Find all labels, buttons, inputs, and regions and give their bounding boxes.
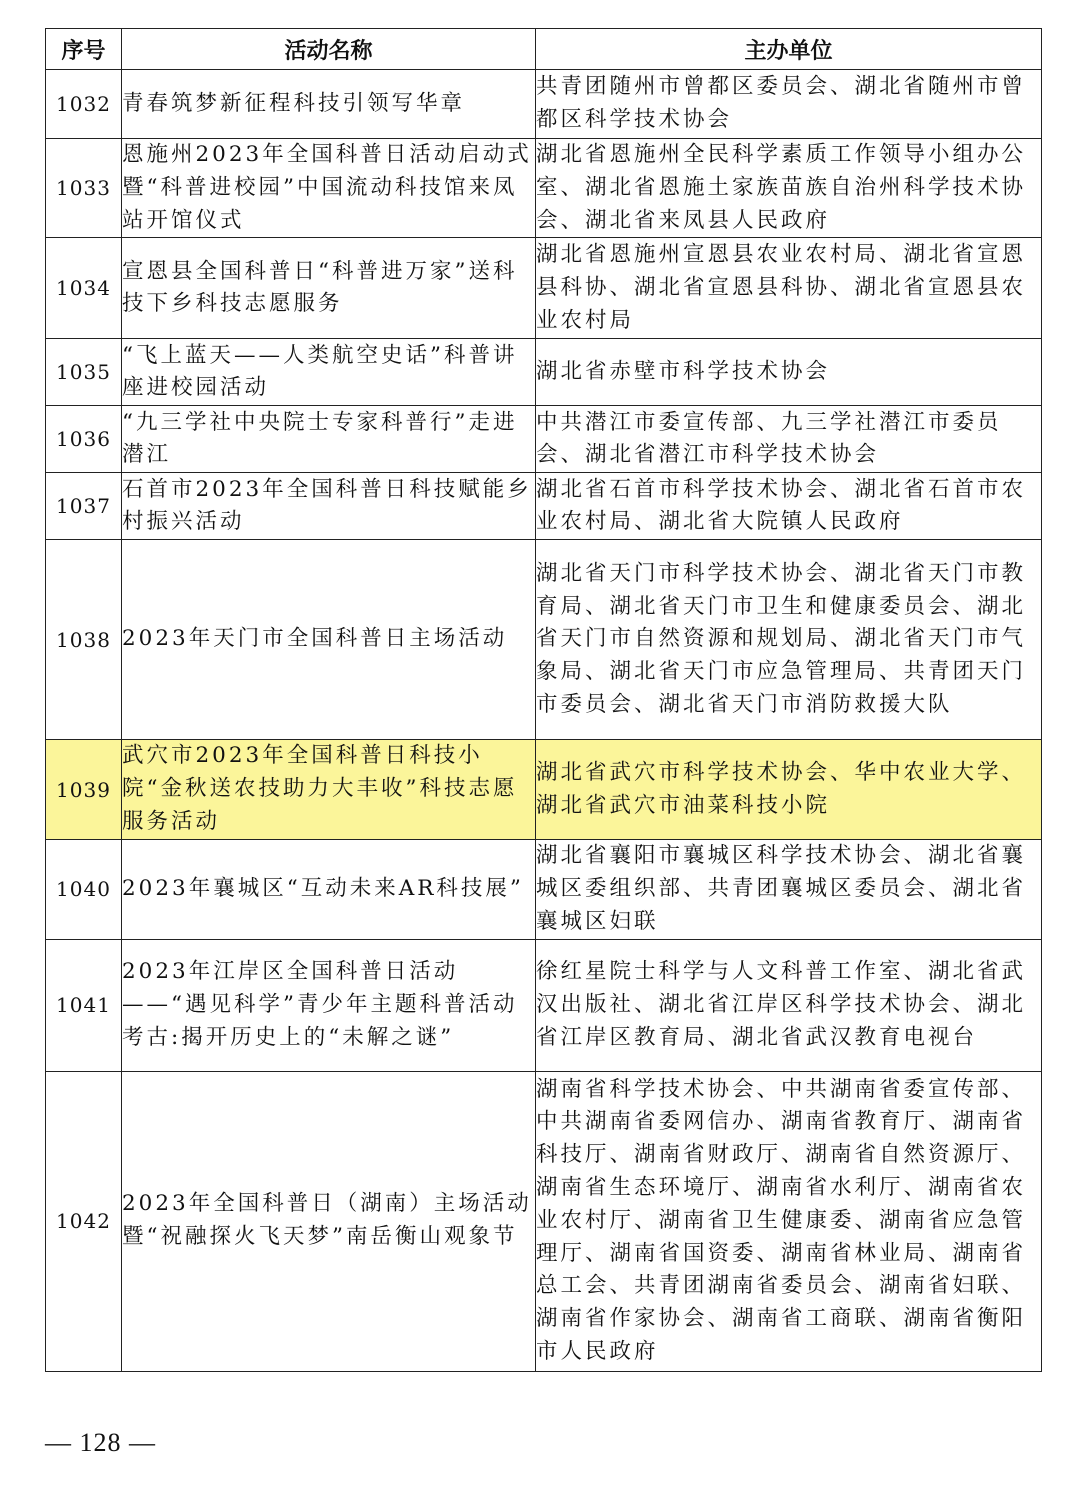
page-number: — 128 — [45, 1428, 156, 1457]
row-organizer: 湖北省恩施州宣恩县农业农村局、湖北省宣恩县科协、湖北省宣恩县科协、湖北省宣恩县农业农村局 [536, 238, 1042, 339]
header-no: 序号 [46, 29, 122, 70]
row-no: 1042 [46, 1071, 122, 1371]
row-organizer: 中共潜江市委宣传部、九三学社潜江市委员会、湖北省潜江市科学技术协会 [536, 406, 1042, 473]
row-activity-name: 青春筑梦新征程科技引领写华章 [122, 70, 536, 139]
table-row-highlighted [46, 740, 1042, 839]
row-activity-name: 2023年江岸区全国科普日活动——“遇见科学”青少年主题科普活动考古:揭开历史上的“未解之谜” [122, 939, 536, 1071]
header-name: 活动名称 [122, 29, 536, 70]
activity-table [45, 28, 1042, 1372]
row-organizer: 湖南省科学技术协会、中共湖南省委宣传部、中共湖南省委网信办、湖南省教育厅、湖南省科技厅、湖南省财政厅、湖南省自然资源厅、湖南省生态环境厅、湖南省水利厅、湖南省农业农村厅、湖南省卫生健康委、湖南省应急管理厅、湖南省国资委、湖南省林业局、湖南省总工会、共青团湖南省委员会、湖南省妇联、湖南省作家协会、湖南省工商联、湖南省衡阳市人民政府 [536, 1071, 1042, 1371]
row-no: 1040 [46, 839, 122, 939]
row-organizer: 湖北省恩施州全民科学素质工作领导小组办公室、湖北省恩施土家族苗族自治州科学技术协会、湖北省来凤县人民政府 [536, 139, 1042, 238]
table-row [46, 939, 1042, 1071]
row-organizer: 共青团随州市曾都区委员会、湖北省随州市曾都区科学技术协会 [536, 70, 1042, 139]
table-row [46, 70, 1042, 139]
row-no: 1037 [46, 473, 122, 540]
row-activity-name: 2023年天门市全国科普日主场活动 [122, 540, 536, 740]
table-row [46, 139, 1042, 238]
table-row [46, 238, 1042, 339]
row-activity-name: 宣恩县全国科普日“科普进万家”送科技下乡科技志愿服务 [122, 238, 536, 339]
row-no: 1036 [46, 406, 122, 473]
row-activity-name: 石首市2023年全国科普日科技赋能乡村振兴活动 [122, 473, 536, 540]
table-row [46, 473, 1042, 540]
row-activity-name: 2023年全国科普日（湖南）主场活动暨“祝融探火飞天梦”南岳衡山观象节 [122, 1071, 536, 1371]
row-no: 1035 [46, 339, 122, 406]
row-activity-name: 武穴市2023年全国科普日科技小院“金秋送农技助力大丰收”科技志愿服务活动 [122, 740, 536, 839]
row-no: 1041 [46, 939, 122, 1071]
row-no: 1032 [46, 70, 122, 139]
row-organizer: 湖北省石首市科学技术协会、湖北省石首市农业农村局、湖北省大院镇人民政府 [536, 473, 1042, 540]
table-row [46, 406, 1042, 473]
row-no: 1033 [46, 139, 122, 238]
row-organizer: 徐红星院士科学与人文科普工作室、湖北省武汉出版社、湖北省江岸区科学技术协会、湖北省江岸区教育局、湖北省武汉教育电视台 [536, 939, 1042, 1071]
row-activity-name: 2023年襄城区“互动未来AR科技展” [122, 839, 536, 939]
header-org: 主办单位 [536, 29, 1042, 70]
table-row [46, 339, 1042, 406]
table-row [46, 1071, 1042, 1371]
row-no: 1039 [46, 740, 122, 839]
row-activity-name: “飞上蓝天——人类航空史话”科普讲座进校园活动 [122, 339, 536, 406]
row-no: 1034 [46, 238, 122, 339]
row-organizer: 湖北省天门市科学技术协会、湖北省天门市教育局、湖北省天门市卫生和健康委员会、湖北省天门市自然资源和规划局、湖北省天门市气象局、湖北省天门市应急管理局、共青团天门市委员会、湖北省天门市消防救援大队 [536, 540, 1042, 740]
row-organizer: 湖北省襄阳市襄城区科学技术协会、湖北省襄城区委组织部、共青团襄城区委员会、湖北省襄城区妇联 [536, 839, 1042, 939]
header-row [46, 29, 1042, 70]
table-row [46, 839, 1042, 939]
row-organizer: 湖北省赤壁市科学技术协会 [536, 339, 1042, 406]
table-row [46, 540, 1042, 740]
row-activity-name: “九三学社中央院士专家科普行”走进潜江 [122, 406, 536, 473]
row-no: 1038 [46, 540, 122, 740]
row-organizer: 湖北省武穴市科学技术协会、华中农业大学、湖北省武穴市油菜科技小院 [536, 740, 1042, 839]
row-activity-name: 恩施州2023年全国科普日活动启动式暨“科普进校园”中国流动科技馆来凤站开馆仪式 [122, 139, 536, 238]
